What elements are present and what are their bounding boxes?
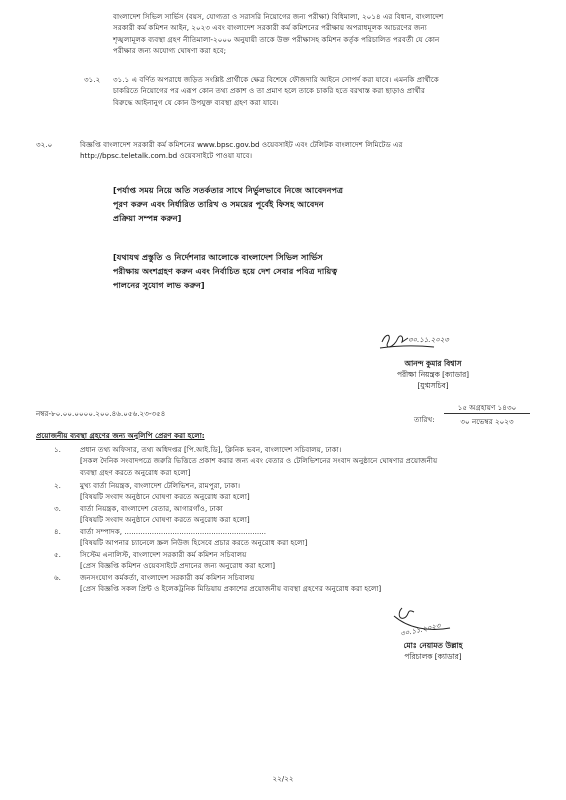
paragraph-line: শৃঙ্খলামূলক ব্যবস্থা গ্রহণ নীতিমালা-২০০০ অনুযায়ী তাকে উক্ত পরীক্ষাসহ কমিশন কর্তৃক পরিচালিত পরবর্তী যে কোন [113,34,440,44]
distribution-num: ৪. [54,527,61,536]
item-line: [প্রেস বিজ্ঞপ্তি সকল প্রিন্ট ও ইলেকট্রনিক মিডিয়ায় প্রকাশের প্রয়োজনীয় ব্যবস্থা গ্রহণের অনুরোধ করা হলো] [80,584,382,594]
distribution-item [80,444,535,478]
signer-block-2 [378,640,488,662]
distribution-item [80,549,535,572]
notice-line: [পর্যাপ্ত সময় নিয়ে অতি সতর্কতার সাথে নির্ভুলভাবে নিজে আবেদনপত্র [113,185,344,195]
notice-preparation [113,250,453,292]
item-line: বার্তা নিয়ন্ত্রক, বাংলাদেশ বেতার, আগারগাঁও, ঢাকা [80,504,223,513]
date-english: ৩০ নভেম্বর ২০২৩ [460,417,514,426]
paragraph-line: বাংলাদেশ সিভিল সার্ভিস (বয়স, যোগ্যতা ও সরাসরি নিয়োগের জন্য পরীক্ষা) বিধিমালা, ২০১৪ এর বিধান, বাংলাদেশ [113,12,444,21]
clause-line: http://bpsc.teletalk.com.bd ওয়েবসাইটে পাওয়া যাবে। [80,151,253,161]
date-label: তারিখ: [414,415,435,424]
notice-line: পরীক্ষায় অংশগ্রহণ করুন এবং নির্বাচিত হয়ে দেশ সেবার পবিত্র দায়িত্ব [113,266,338,276]
notice-line: প্রক্রিয়া সম্পন্ন করুন] [113,213,182,223]
clause-31-2 [113,74,533,108]
notice-line: [যথাযথ প্রস্তুতি ও নির্দেশনার আলোকে বাংলাদেশ সিভিল সার্ভিস [113,252,323,262]
page-number: ২২/২২ [272,774,294,783]
clause-number: ৩২.০ [36,140,53,149]
signer-name: আনন্দ কুমার বিশ্বাস [404,359,462,368]
distribution-item [80,572,535,595]
paragraph-line: সরকারী কর্ম কমিশন আইন, ২০২৩ এবং বাংলাদেশ সরকারী কর্ম কমিশনের পরীক্ষায় অপরাধমূলক আচরণের জন্য [113,23,427,33]
distribution-num: ১. [54,445,61,454]
clause-number: ৩১.২ [84,75,101,84]
item-line: [প্রেস বিজ্ঞপ্তি কমিশন ওয়েবসাইটে প্রদানের জন্য অনুরোধ করা হলো] [80,561,276,571]
item-line: জনসংযোগ কর্মকর্তা, বাংলাদেশ সরকারী কর্ম কমিশন সচিবালয় [80,573,255,582]
memo-number: নম্বর-৮০.০০.০০০০.২০০.৪৬.০৫৬.২৩-৩৫৪ [36,409,166,418]
signature-date: ৩০.১১.২০২৩ [408,336,449,344]
clause-line: চাকরিতে নিয়োগের পর এরূপ কোন তথ্য প্রকাশ ও তা প্রমাণ হলে তাকে চাকরি হতে বরখাস্ত করা ছাড়াও প্রার্থীর [113,86,425,96]
top-paragraph [113,11,533,57]
distribution-heading: প্রয়োজনীয় ব্যবস্থা গ্রহণের জন্য অনুলিপি প্রেরণ করা হলো: [36,431,205,440]
signer-block-1 [378,358,488,391]
distribution-num: ২. [54,481,61,490]
date-bangla: ১৫ অগ্রহায়ণ ১৪৩০ [444,402,530,414]
item-line: [বিষয়টি সংবাদ অনুষ্ঠানে ঘোষণা করতে অনুরোধ করা হলো] [80,492,250,502]
item-line: সিস্টেম এনালিস্ট, বাংলাদেশ সরকারী কর্ম কমিশন সচিবালয় [80,550,247,559]
distribution-num: ৬. [54,573,61,582]
clause-line: বিজ্ঞপ্তি বাংলাদেশ সরকারী কর্ম কমিশনের www.bpsc.gov.bd ওয়েবসাইট এবং টেলিটক বাংলাদেশ লিমিটেড এর [80,140,403,149]
notice-application [113,183,453,225]
paragraph-line: পরীক্ষার জন্য অযোগ্য ঘোষণা করা হবে; [113,46,227,56]
notice-line: পালনের সুযোগ লাভ করুন] [113,280,205,290]
item-line: [বিষয়টি আপনার চ্যানেলে স্ক্রল নিউজ হিসেবে প্রচার করতে অনুরোধ করা হলো] [80,538,308,548]
signature-2 [388,602,478,642]
item-line: [সকল দৈনিক সংবাদপত্রে জরুরি ভিত্তিতে প্রকাশ করার জন্য এবং বেতার ও টেলিভিশনের সংবাদ অনুষ্ঠানে ঘোষণার প্রয়োজনীয় [80,456,438,466]
distribution-item [80,480,535,503]
item-line: প্রধান তথ্য অফিসার, তথ্য অধিদপ্তর [পি.আই.ডি], ক্লিনিক ভবন, বাংলাদেশ সচিবালয়, ঢাকা। [80,445,342,454]
distribution-num: ৫. [54,550,61,559]
distribution-num: ৩. [54,504,61,513]
item-line: বার্তা সম্পাদক, .............................................................. [80,527,267,536]
clause-line: ৩১.১ এ বর্ণিত অপরাধে জড়িত সংশ্লিষ্ট প্রার্থীকে ক্ষেত্র বিশেষে ফৌজদারি আইনে সোপর্দ করা যাবে। এমনকি প্রার্থীকে [113,75,439,84]
item-line: [বিষয়টি সংবাদ অনুষ্ঠানে ঘোষণা করতে অনুরোধ করা হলো] [80,515,250,525]
signature-date: ৩০.১১.২০২৩ [399,621,442,639]
signer-name: মোঃ নেয়ামত উল্লাহ [403,641,463,650]
clause-line: বিরুদ্ধে আইনানুগ যে কোন উপযুক্ত ব্যবস্থা গ্রহণ করা যাবে। [113,97,279,107]
signer-rank: [যুগ্মসচিব] [417,381,449,390]
signer-title: পরিচালক [ক্যাডার] [404,652,462,661]
distribution-item [80,503,535,526]
notice-line: পূরণ করুন এবং নির্ধারিত তারিখ ও সময়ের পূর্বেই ফিসহ আবেদন [113,199,324,209]
distribution-item [80,526,535,549]
item-line: ব্যবস্থা গ্রহণ করতে অনুরোধ করা হলো] [80,467,191,477]
clause-32 [80,139,535,162]
signer-title: পরীক্ষা নিয়ন্ত্রক [ক্যাডার] [396,370,470,379]
item-line: মুখ্য বার্তা নিয়ন্ত্রক, বাংলাদেশ টেলিভিশন, রামপুরা, ঢাকা। [80,481,241,490]
